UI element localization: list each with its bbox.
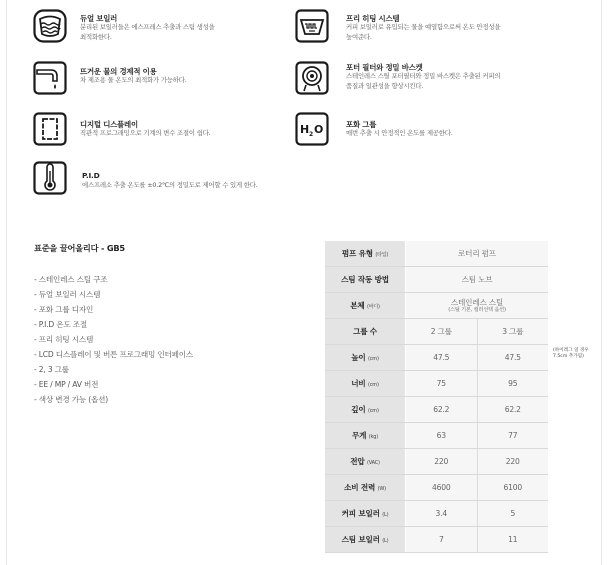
row-label: 너비 (cm) (325, 371, 406, 397)
feature-description: 분리된 보일러들은 에스프레스 추출과 스팀 생성을 최적화한다. (80, 23, 215, 41)
table-cell: 6100 (477, 475, 548, 501)
table-row (325, 345, 548, 371)
row-label: 펌프 유형 (타입) (325, 241, 406, 267)
table-row (325, 501, 548, 527)
list-item: - 프리 히팅 시스템 (34, 335, 94, 344)
table-row (325, 293, 548, 319)
pre-heating-icon (295, 9, 329, 43)
table-cell: 63 (406, 423, 478, 449)
table-cell: 3 그룹 (477, 319, 548, 345)
feature-description: 커피 보일러로 유입되는 물을 예열함으로써 온도 안정성을 높여준다. (346, 23, 501, 41)
list-item: - 포화 그룹 디자인 (34, 305, 94, 314)
feature-description: 스테인레스 스틸 포터필터와 정밀 바스켓은 추출된 커피의 품질과 일관성을 향상시킨다. (346, 72, 501, 90)
digital-display-icon (33, 112, 67, 146)
row-label: 스팀 작동 방법 (325, 267, 406, 293)
feature-title: 디지털 디스플레이 (80, 120, 138, 129)
table-cell: 5 (477, 501, 548, 527)
table-row (325, 527, 548, 553)
table-cell: 3.4 (406, 501, 478, 527)
svg-text:O: O (314, 123, 324, 136)
table-cell: 77 (477, 423, 548, 449)
row-label: 그룹 수 (325, 319, 406, 345)
portafilter-icon (295, 61, 329, 95)
list-item: - EE / MP / AV 버전 (34, 380, 99, 389)
table-cell: 62.2 (477, 397, 548, 423)
row-label: 전압 (VAC) (325, 449, 406, 475)
feature-title: 프리 히팅 시스템 (346, 14, 400, 23)
table-cell: 7 (406, 527, 478, 553)
table-row (325, 267, 548, 293)
table-cell: 220 (477, 449, 548, 475)
feature-title: 듀얼 보일러 (80, 14, 118, 23)
feature-description: 매번 추출 시 안정적인 온도를 제공한다. (346, 129, 453, 137)
table-cell: 스팀 노브 (406, 267, 549, 293)
feature-title: 뜨거운 물의 경제적 이용 (80, 67, 157, 76)
feature-description: 직관적 프로그래밍으로 기계의 변수 조절이 쉽다. (80, 129, 211, 137)
feature-title: 포터 필터와 정밀 바스켓 (346, 63, 423, 72)
feature-description: 차 제조용 물 온도의 최적화가 가능하다. (80, 76, 187, 84)
table-cell: 47.5 (477, 345, 548, 371)
list-item: - 스테인레스 스틸 구조 (34, 275, 108, 284)
table-cell: 95 (477, 371, 548, 397)
table-row (325, 449, 548, 475)
dual-boiler-icon (33, 9, 67, 43)
row-label: 깊이 (cm) (325, 397, 406, 423)
table-cell: 4600 (406, 475, 478, 501)
spec-table (325, 241, 548, 553)
svg-text:H: H (300, 123, 310, 136)
table-cell: 스테인레스 스틸 (스틸 기본, 컬러선택 옵션) (406, 293, 549, 319)
table-row (325, 475, 548, 501)
row-label: 본체 (바디) (325, 293, 406, 319)
list-item: - P.I.D 온도 조절 (34, 320, 88, 329)
svg-text:2: 2 (309, 131, 314, 138)
feature-description: 에스프레소 추출 온도를 ±0.2℃의 정밀도로 제어할 수 있게 한다. (82, 181, 258, 189)
table-row (325, 423, 548, 449)
row-label: 소비 전력 (W) (325, 475, 406, 501)
right-border-line (601, 0, 602, 565)
feature-title: P.I.D (82, 171, 100, 180)
h2o-icon (295, 112, 329, 146)
table-row (325, 241, 548, 267)
table-cell: 220 (406, 449, 478, 475)
table-cell: 11 (477, 527, 548, 553)
feature-title: 포화 그룹 (346, 120, 377, 129)
thermometer-icon (33, 161, 67, 195)
table-cell: 62.2 (406, 397, 478, 423)
table-row (325, 319, 548, 345)
row-label: 높이 (cm) (325, 345, 406, 371)
table-row (325, 371, 548, 397)
row-label: 스팀 보일러 (L) (325, 527, 406, 553)
left-border-line (6, 0, 7, 565)
height-footnote: (하이레그 일 경우 7.5cm 추가됨) (553, 348, 589, 359)
hot-water-faucet-icon (33, 61, 67, 95)
table-cell: 2 그룹 (406, 319, 478, 345)
list-item: - 듀얼 보일러 시스템 (34, 290, 101, 299)
list-item: - 2, 3 그룹 (34, 365, 69, 374)
table-cell: 75 (406, 371, 478, 397)
table-cell: 로터리 펌프 (406, 241, 549, 267)
standard-feature-list (34, 272, 193, 407)
standard-title: 표준을 끌어올리다 - GB5 (34, 243, 125, 253)
list-item: - 색상 변경 가능 (옵션) (34, 395, 109, 404)
table-cell: 47.5 (406, 345, 478, 371)
row-label: 무게 (kg) (325, 423, 406, 449)
list-item: - LCD 디스플레이 및 버튼 프로그래밍 인터페이스 (34, 350, 194, 359)
row-label: 커피 보일러 (L) (325, 501, 406, 527)
table-row (325, 397, 548, 423)
